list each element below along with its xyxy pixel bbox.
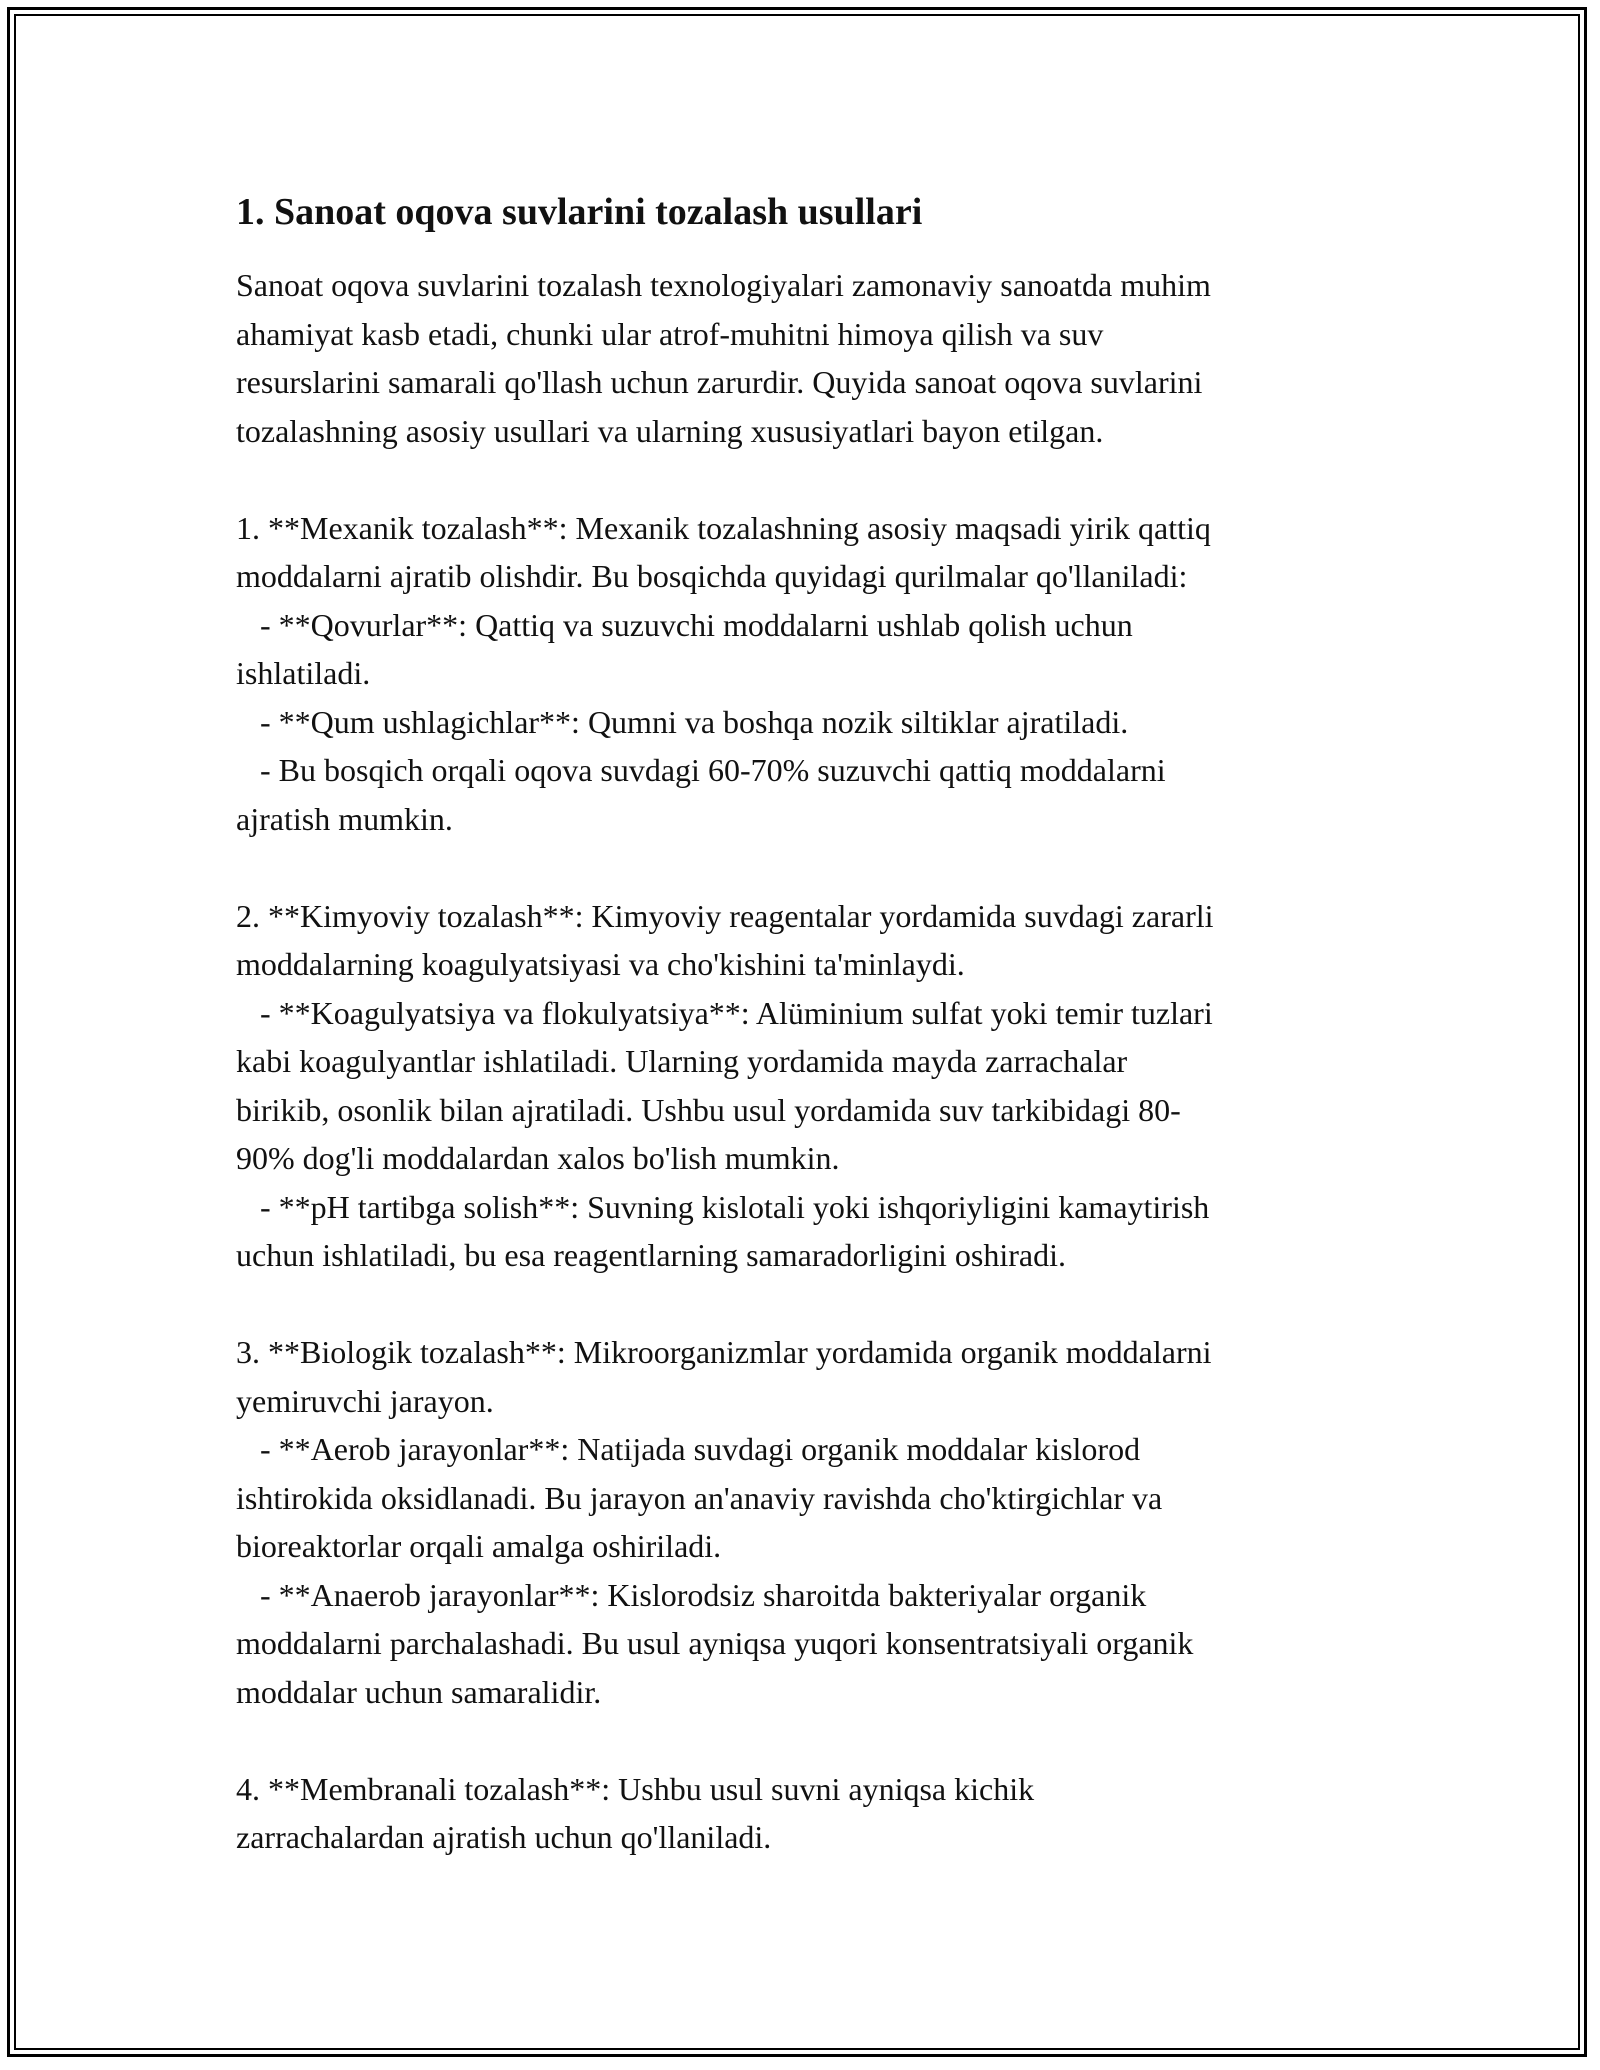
section-membrane: 4. **Membranali tozalash**: Ushbu usul suvni ayniqsa kichik zarrachalardan ajratish uchun qo'llaniladi. xyxy=(236,1770,1035,1856)
blank-line xyxy=(236,843,1386,892)
section-chemical: 2. **Kimyoviy tozalash**: Kimyoviy reagentalar yordamida suvdagi zararli moddalarning koagulyatsiyasi va cho'kishini ta'minlaydi. - **Koagulyatsiya va flokulyatsiya**: Alüminium sulfat yoki temir tuzlari kabi koagulyantlar ishlatiladi. Ularning yordamida mayda zarrachalar birikib, osonlik bilan ajratiladi. Ushbu usul yordamida suv tarkibidagi 80- 90% dog'li moddalardan xalos bo'lish mumkin. - **pH tartibga solish**: Suvning kislotali yoki ishqoriyligini kamaytirish uchun ishlatiladi, bu esa reagentlarning samaradorligini oshiradi. xyxy=(236,897,1214,1274)
document-body xyxy=(236,180,1386,1862)
intro-paragraph: Sanoat oqova suvlarini tozalash texnologiyalari zamonaviy sanoatda muhim ahamiyat kasb etadi, chunki ular atrof-muhitni himoya qilish va suv resurslarini samarali qo'llash uchun zarurdir. Quyida sanoat oqova suvlarini tozalashning asosiy usullari va ularning xususiyatlari bayon etilgan. xyxy=(236,267,1211,449)
blank-line xyxy=(236,455,1386,504)
document-heading: 1. Sanoat oqova suvlarini tozalash usullari xyxy=(236,191,923,233)
blank-line xyxy=(236,1280,1386,1329)
blank-line xyxy=(236,1716,1386,1765)
section-mechanical: 1. **Mexanik tozalash**: Mexanik tozalashning asosiy maqsadi yirik qattiq moddalarni ajratib olishdir. Bu bosqichda quyidagi qurilmalar qo'llaniladi: - **Qovurlar**: Qattiq va suzuvchi moddalarni ushlab qolish uchun ishlatiladi. - **Qum ushlagichlar**: Qumni va boshqa nozik siltiklar ajratiladi. - Bu bosqich orqali oqova suvdagi 60-70% suzuvchi qattiq moddalarni ajratish mumkin. xyxy=(236,509,1211,837)
section-biological: 3. **Biologik tozalash**: Mikroorganizmlar yordamida organik moddalarni yemiruvchi jarayon. - **Aerob jarayonlar**: Natijada suvdagi organik moddalar kislorod ishtirokida oksidlanadi. Bu jarayon an'anaviy ravishda cho'ktirgichlar va bioreaktorlar orqali amalga oshiriladi. - **Anaerob jarayonlar**: Kislorodsiz sharoitda bakteriyalar organik moddalarni parchalashadi. Bu usul ayniqsa yuqori konsentratsiyali organik moddalar uchun samaralidir. xyxy=(236,1334,1212,1710)
